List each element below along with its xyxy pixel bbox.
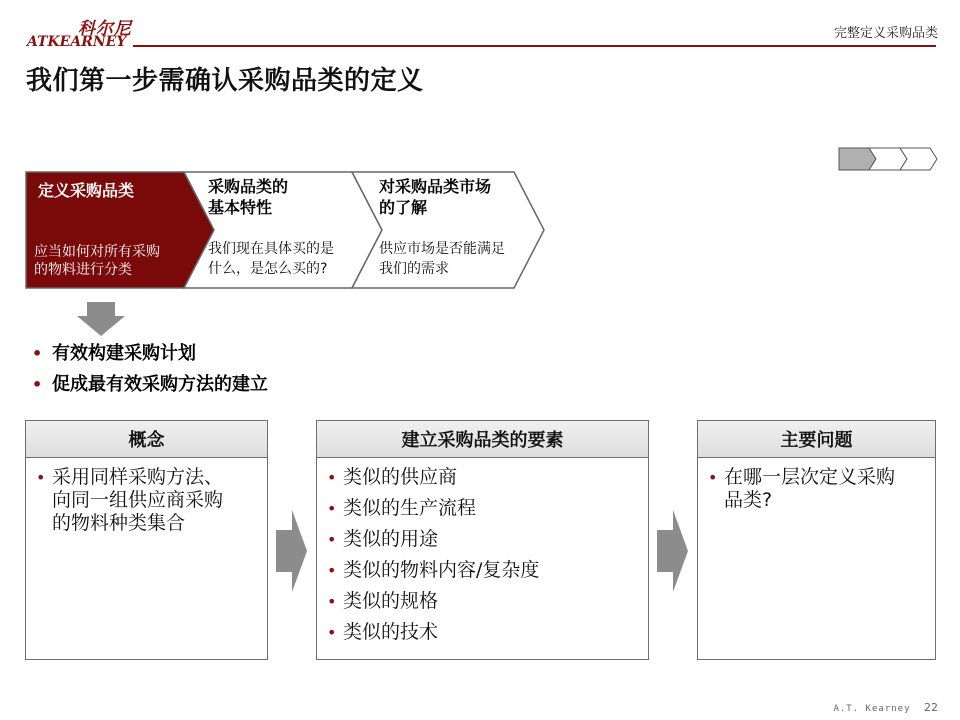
elements-list	[317, 458, 648, 648]
questions-header: 主要问题	[698, 421, 935, 458]
questions-box	[697, 420, 936, 660]
concept-header: 概念	[26, 421, 267, 458]
step-3-title-line1: 对采购品类市场	[379, 177, 492, 196]
step-2-title-line2: 基本特性	[208, 198, 273, 217]
footer	[833, 701, 938, 714]
logo-english: ATKEARNEY	[27, 34, 127, 50]
step-3-desc-line1: 供应市场是否能满足	[379, 241, 505, 257]
header-rule	[133, 45, 936, 47]
step-1-desc-line1: 应当如何对所有采购	[34, 244, 160, 260]
step-3-title-line2: 的了解	[379, 198, 428, 217]
page-title: 我们第一步需确认采购品类的定义	[26, 66, 424, 96]
element-item: • 类似的物料内容/复杂度	[323, 555, 642, 586]
svg-text:定义采购品类	[38, 181, 134, 200]
progress-tracker	[838, 146, 940, 174]
step-1-title: 定义采购品类	[38, 181, 135, 200]
right-arrow-icon	[655, 508, 689, 594]
concept-line-1: 采用同样采购方法、	[52, 466, 224, 488]
process-chevrons	[24, 170, 554, 292]
questions-list	[698, 458, 935, 512]
step-2-desc-line1: 我们现在具体买的是	[208, 241, 334, 257]
footer-brand: A.T. Kearney	[833, 704, 911, 714]
element-item: • 类似的生产流程	[323, 493, 642, 524]
benefit-list	[30, 338, 268, 400]
tracker-step-1	[839, 148, 876, 170]
concept-list	[26, 458, 267, 535]
step-2-desc-line2: 什么，是怎么买的?	[208, 261, 328, 277]
concept-line-3: 的物料种类集合	[52, 512, 186, 534]
concept-line-2: 向同一组供应商采购	[52, 489, 224, 511]
question-line-2: 品类?	[724, 489, 773, 511]
element-item: • 类似的供应商	[323, 462, 642, 493]
elements-box	[316, 420, 649, 660]
benefit-item: • 有效构建采购计划	[30, 338, 268, 369]
section-tag: 完整定义采购品类	[833, 26, 938, 41]
right-arrow-icon	[274, 508, 308, 594]
step-3-desc-line2: 我们的需求	[379, 261, 449, 277]
element-item: • 类似的技术	[323, 617, 642, 648]
page-number: 22	[924, 701, 938, 714]
element-item: • 类似的用途	[323, 524, 642, 555]
elements-header: 建立采购品类的要素	[317, 421, 648, 458]
concept-item	[32, 466, 261, 535]
down-arrow-icon	[75, 302, 127, 338]
concept-box	[25, 420, 268, 660]
question-item	[704, 466, 929, 512]
step-1-desc-line2: 的物料进行分类	[34, 262, 132, 278]
logo-chinese: 科尔尼	[78, 19, 132, 39]
step-2-title-line1: 采购品类的	[208, 177, 289, 196]
question-line-1: 在哪一层次定义采购	[724, 466, 896, 488]
benefit-item: • 促成最有效采购方法的建立	[30, 369, 268, 400]
element-item: • 类似的规格	[323, 586, 642, 617]
